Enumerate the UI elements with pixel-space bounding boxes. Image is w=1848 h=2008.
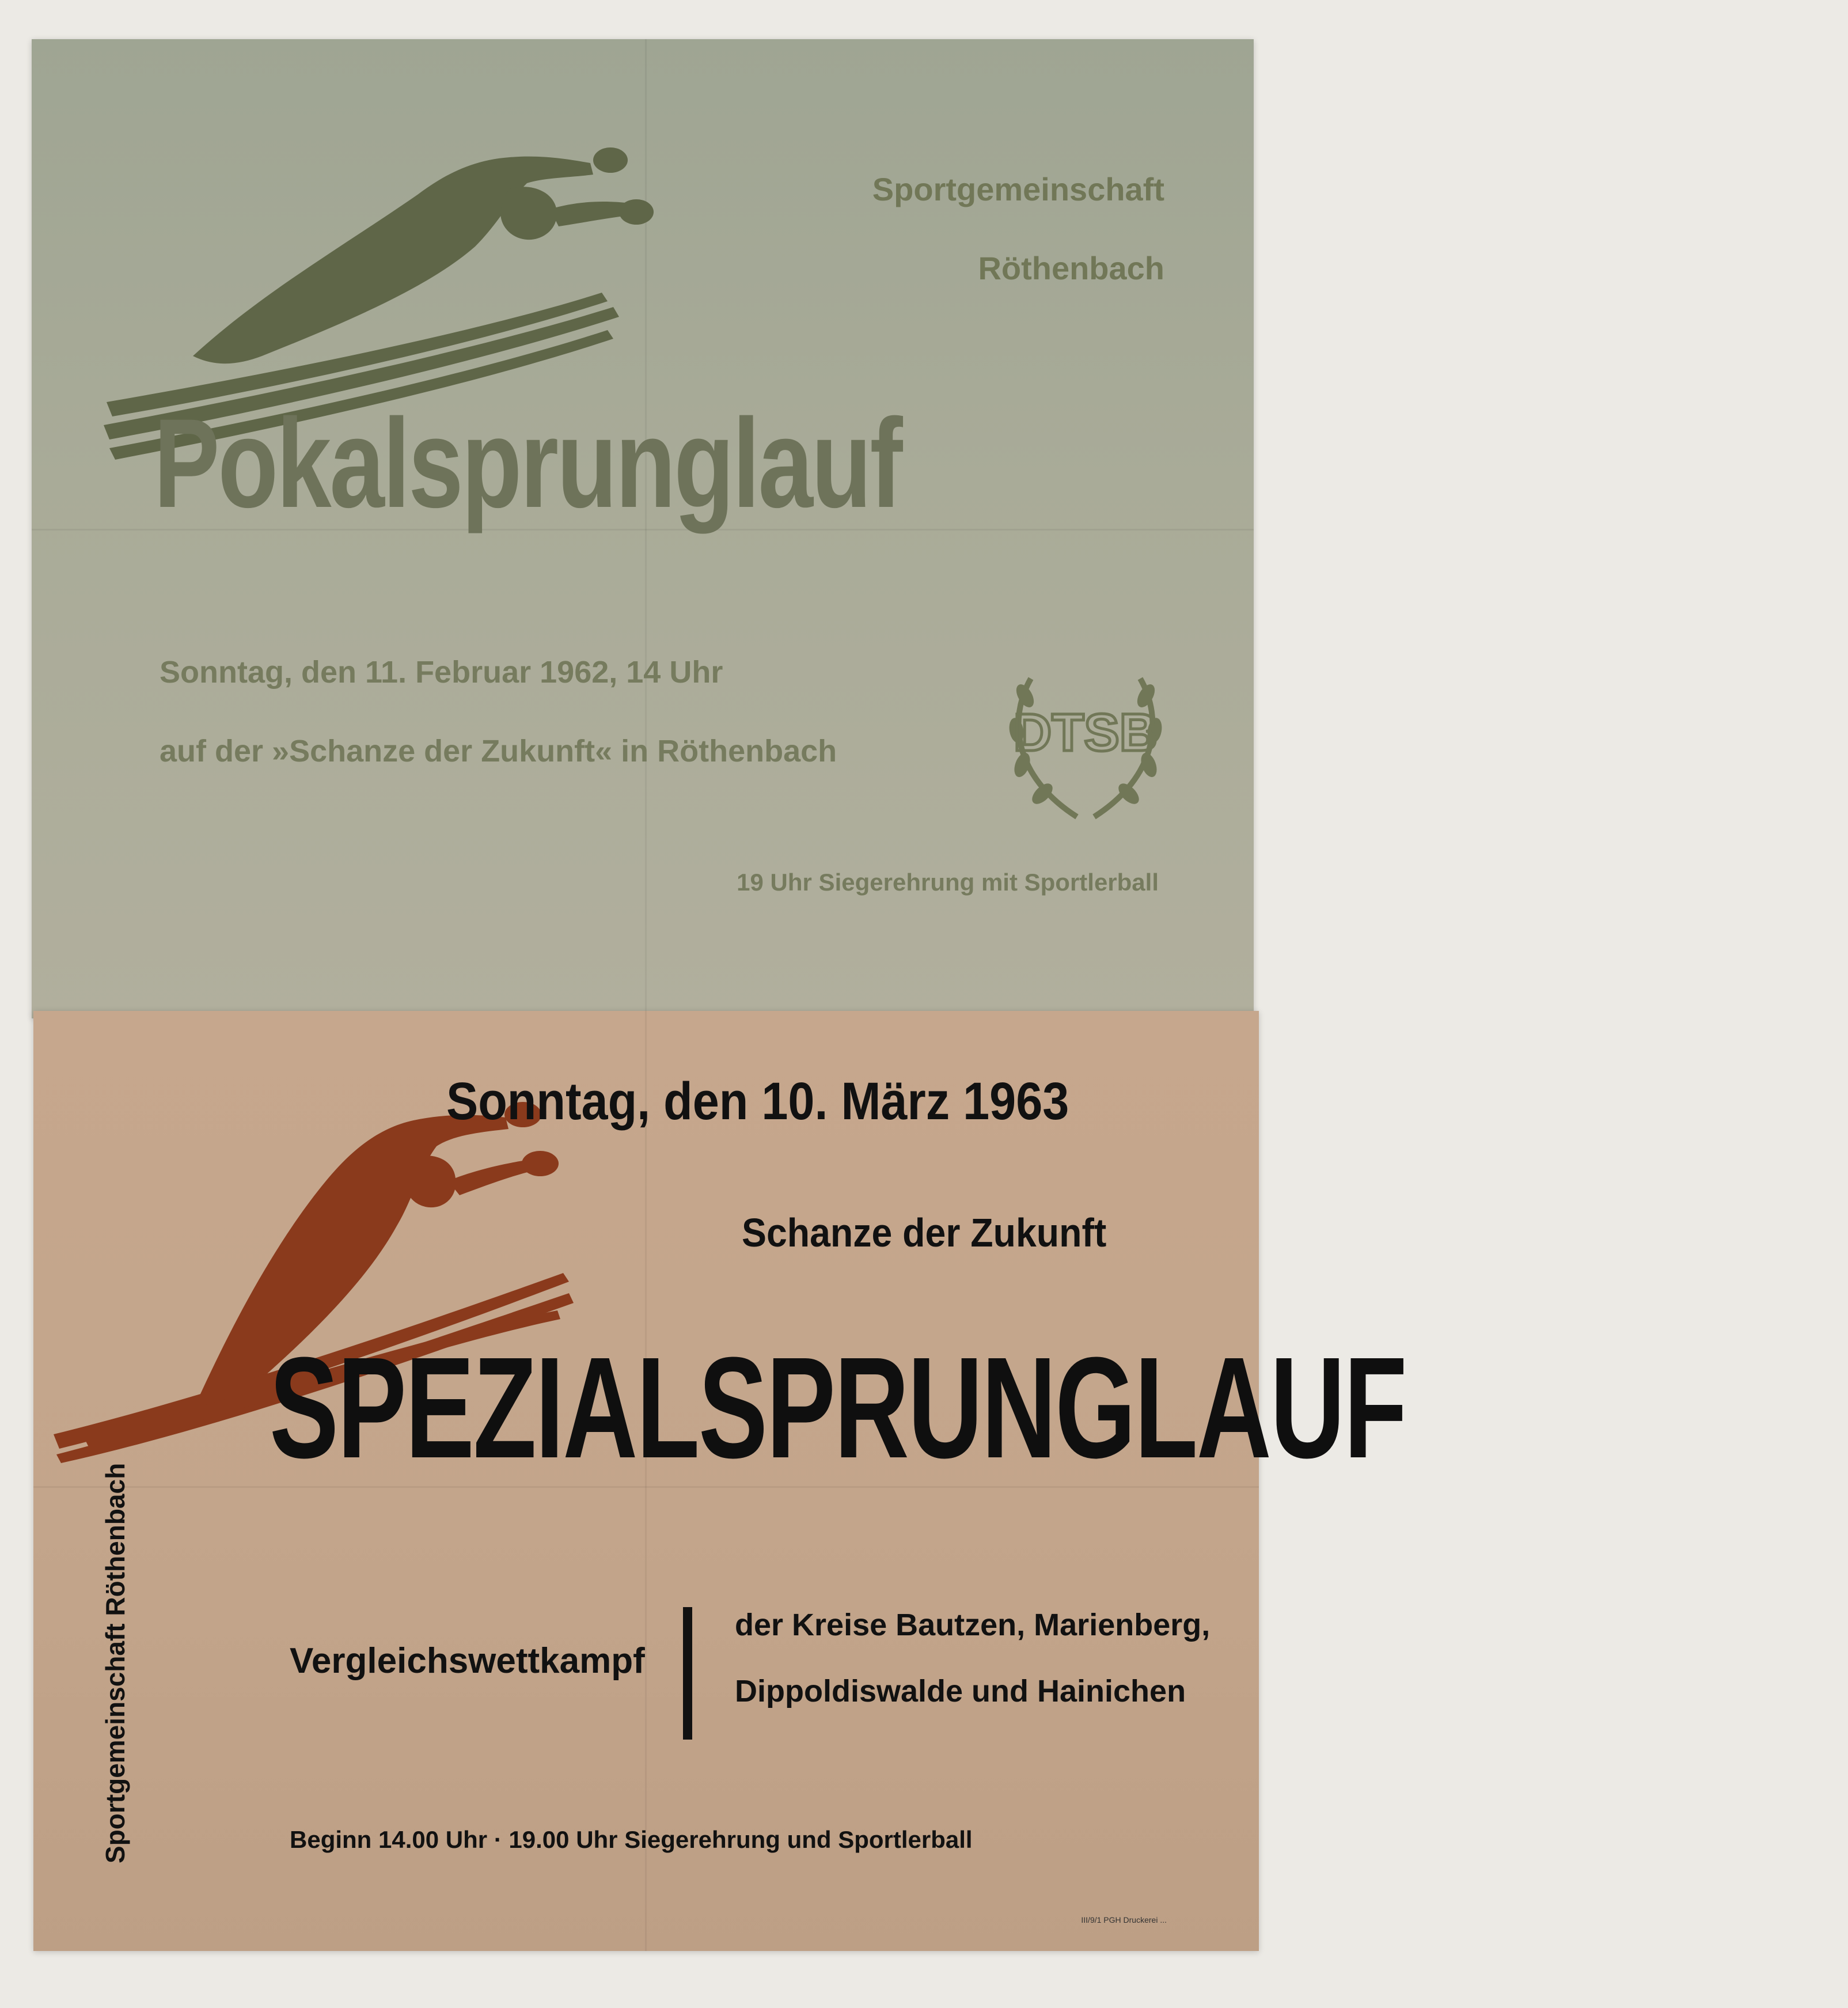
poster-1963 (33, 1011, 1406, 1951)
poster-title-text: SPEZIALSPRUNGLAUF (270, 1327, 1406, 1488)
poster-title-text: Pokalsprunglauf (154, 392, 901, 534)
participating-districts-line2: Dippoldiswalde und Hainichen (735, 1674, 1186, 1708)
event-date-1962: Sonntag, den 11. Februar 1962, 14 Uhr (160, 655, 723, 689)
competition-label: Vergleichswettkampf (290, 1641, 645, 1681)
dtsb-logo (991, 644, 1181, 834)
divider-bar (683, 1607, 692, 1740)
poster-title-1962 (154, 391, 1112, 536)
poster-1962 (32, 39, 1254, 1018)
poster-title-1963 (270, 1325, 1848, 1490)
event-date-1963 (446, 1071, 1138, 1132)
dtsb-logo-text: DTSB (1013, 703, 1158, 762)
ski-jumper-arm (448, 1161, 528, 1195)
event-venue-text: Schanze der Zukunft (741, 1210, 1106, 1255)
club-name-line1: Sportgemeinschaft (872, 171, 1164, 207)
ski-jumper-head (405, 1155, 456, 1207)
ski-jumper-head (500, 187, 557, 240)
award-ceremony-1962: 19 Uhr Siegerehrung mit Sportlerball (737, 869, 1159, 896)
schedule-footer: Beginn 14.00 Uhr · 19.00 Uhr Siegerehrung und Sportlerball (290, 1826, 973, 1853)
event-venue-1962: auf der »Schanze der Zukunft« in Röthenbach (160, 734, 837, 768)
printer-imprint: III/9/1 PGH Druckerei ... (1081, 1915, 1167, 1924)
participating-districts-line1: der Kreise Bautzen, Marienberg, (735, 1608, 1211, 1642)
club-name-line2: Röthenbach (978, 250, 1164, 286)
event-date-text: Sonntag, den 10. März 1963 (446, 1072, 1069, 1131)
event-venue-1963 (742, 1210, 1138, 1256)
club-name-vertical: Sportgemeinschaft Röthenbach (100, 1463, 130, 1863)
